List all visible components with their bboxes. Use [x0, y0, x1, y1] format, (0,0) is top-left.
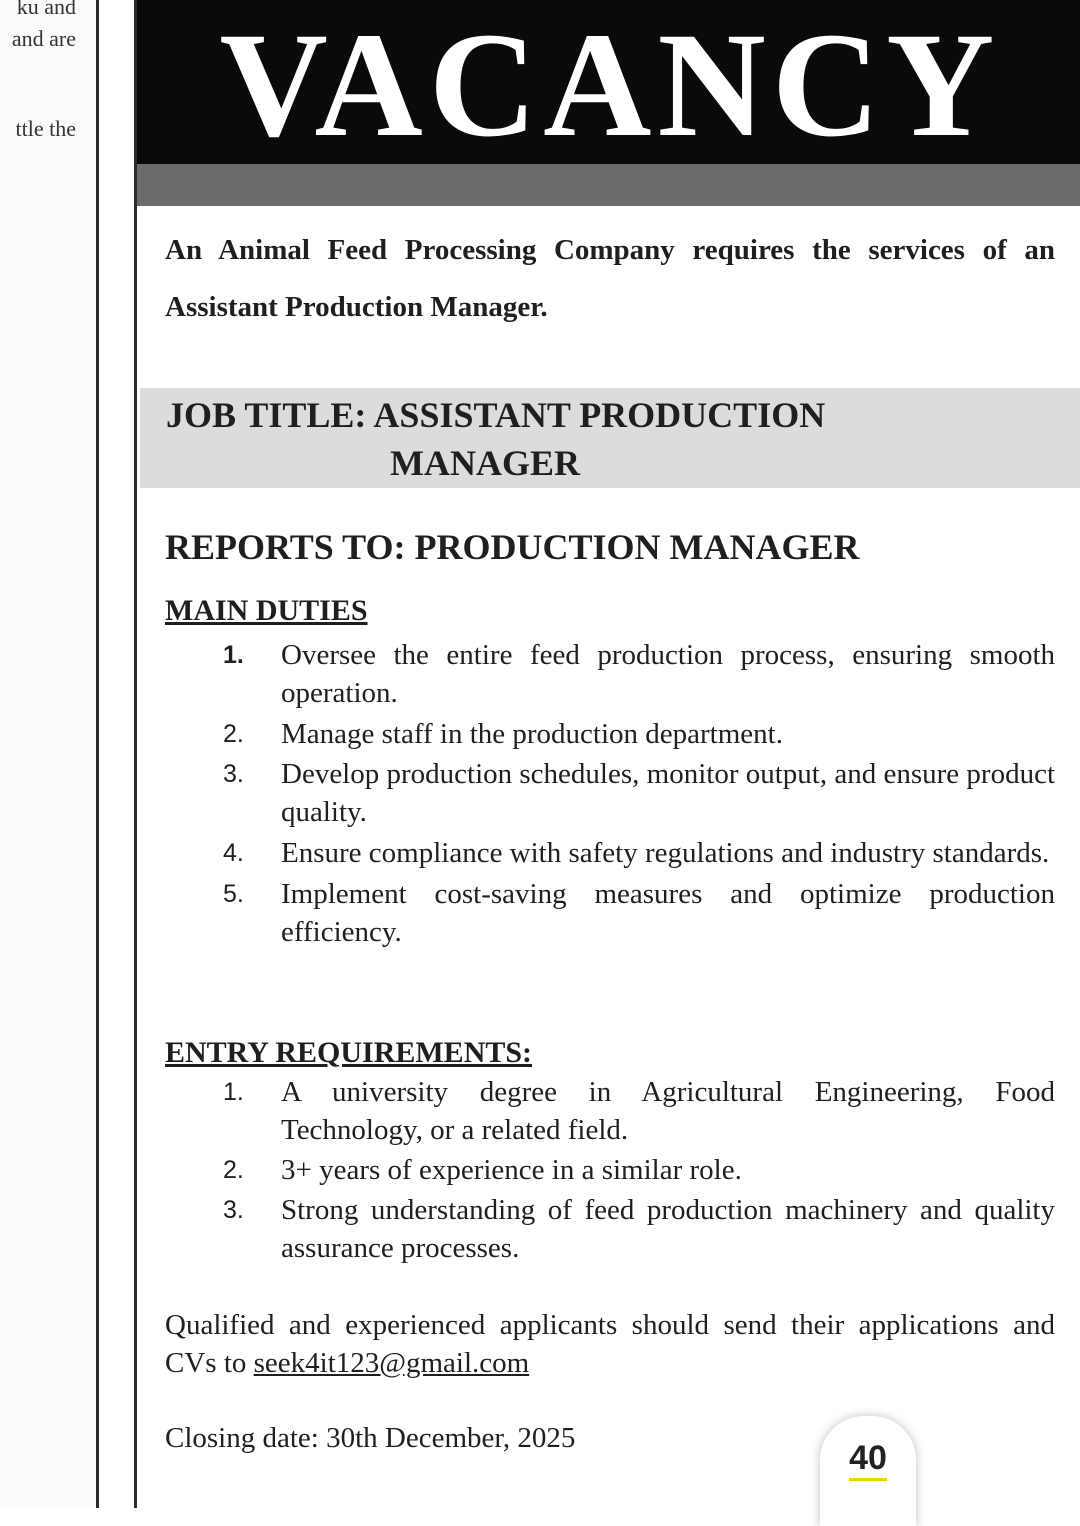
column-fragment: ttle the — [15, 116, 76, 141]
main-duties-heading: MAIN DUTIES — [165, 594, 368, 627]
email-link[interactable]: seek4it123@gmail.com — [253, 1347, 530, 1379]
closing-date: Closing date: 30th December, 2025 — [165, 1422, 576, 1454]
column-fragment: ku and — [16, 0, 76, 19]
column-fragment: and are — [11, 26, 76, 51]
list-item: 3. Strong understanding of feed production machinery and quality assurance processes. — [223, 1194, 1055, 1264]
page-number: 40 — [849, 1438, 887, 1481]
adjacent-column — [0, 0, 99, 1508]
job-title-line1: JOB TITLE: ASSISTANT PRODUCTION — [166, 395, 826, 435]
entry-requirements-heading: ENTRY REQUIREMENTS: — [165, 1036, 533, 1069]
list-item: 2. Manage staff in the production department. — [223, 718, 783, 750]
banner-divider — [137, 164, 1080, 206]
job-title-line2: MANAGER — [390, 443, 580, 483]
list-item: 1. Oversee the entire feed production process, ensuring smooth operation. — [223, 639, 1055, 709]
page-number-badge[interactable] — [820, 1416, 916, 1526]
list-item: 5. Implement cost-saving measures and optimize production efficiency. — [223, 878, 1055, 948]
list-item: 1. A university degree in Agricultural Engineering, Food Technology, or a related field. — [223, 1076, 1055, 1146]
application-instructions: Qualified and experienced applicants should send their applications and CVs to seek4it123@gmail.com — [165, 1309, 1055, 1379]
intro-text: An Animal Feed Processing Company requires the services of an Assistant Production Manager. — [165, 234, 1055, 323]
vacancy-advert — [134, 0, 1080, 1508]
list-item: 4. Ensure compliance with safety regulations and industry standards. — [223, 837, 1050, 869]
vacancy-banner: VACANCY — [137, 0, 1080, 164]
reports-to: REPORTS TO: PRODUCTION MANAGER — [165, 527, 860, 567]
list-item: 3. Develop production schedules, monitor output, and ensure product quality. — [223, 758, 1055, 828]
list-item: 2. 3+ years of experience in a similar role. — [223, 1154, 742, 1186]
main-duties-list — [223, 636, 1055, 951]
job-title-band — [140, 388, 1080, 488]
entry-requirements-list — [223, 1073, 1055, 1267]
